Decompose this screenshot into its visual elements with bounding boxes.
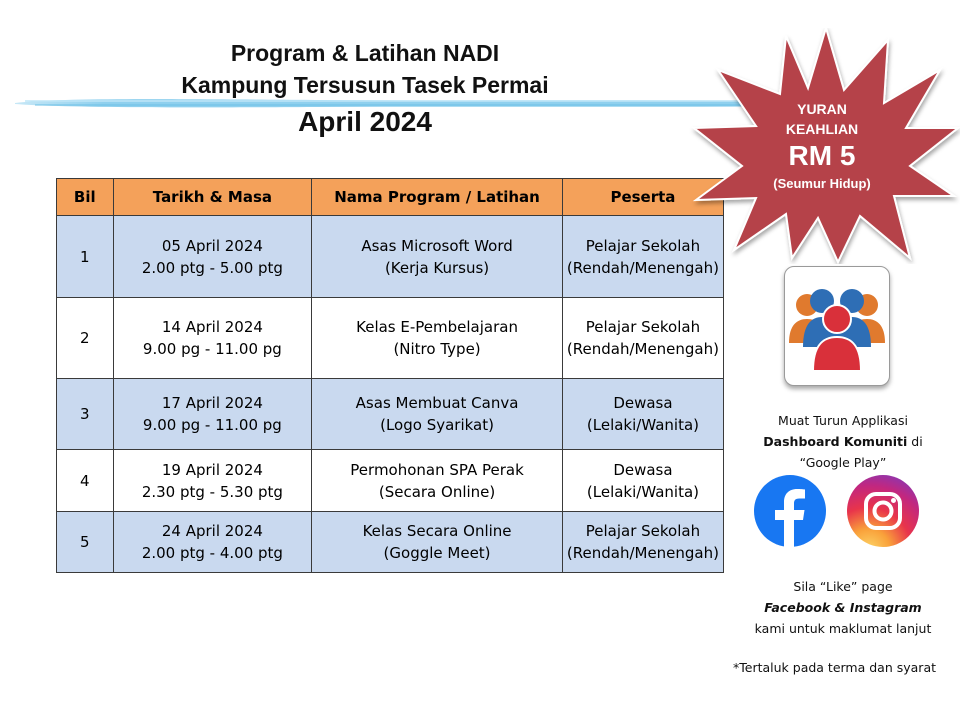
terms-note: *Tertaluk pada terma dan syarat [733,660,937,675]
table-row [57,512,724,573]
header-program: Nama Program / Latihan [312,179,563,216]
cell-bil: 3 [57,379,114,450]
table-row [57,298,724,379]
cell-date [113,298,312,379]
cell-program [312,298,563,379]
peserta-sub-text: (Rendah/Menengah) [566,258,719,277]
cell-peserta [562,512,723,573]
app-download-line-1: Muat Turun Applikasi [778,413,908,428]
peserta-sub-text: (Rendah/Menengah) [566,544,719,562]
program-sub-text: (Kerja Kursus) [384,258,490,277]
cell-date [113,216,312,298]
badge-line-2: KEAHLIAN [785,121,859,137]
cell-program [312,379,563,450]
time-text: 2.30 ptg - 5.30 ptg [141,482,283,501]
cell-program [312,216,563,298]
cell-bil: 5 [57,512,114,573]
cell-date [113,450,312,512]
like-line-2 [730,597,956,618]
app-download-line-2 [730,431,956,452]
dashboard-komuniti-app-icon[interactable] [784,266,890,386]
facebook-icon[interactable] [753,474,827,548]
time-text: 2.00 ptg - 5.00 ptg [141,258,283,277]
community-people-icon [787,277,887,373]
program-text: Asas Membuat Canva [355,394,519,412]
cell-program [312,512,563,573]
date-text: 05 April 2024 [161,236,263,255]
cell-bil: 4 [57,450,114,512]
social-platforms-text: Facebook & Instagram [764,600,922,615]
table-row [57,379,724,450]
instagram-icon[interactable] [846,474,920,548]
like-line-3: kami untuk maklumat lanjut [754,621,932,636]
cell-peserta [562,379,723,450]
program-text: Kelas Secara Online [362,522,512,540]
program-text: Permohonan SPA Perak [350,460,524,479]
cell-date [113,512,312,573]
badge-note: (Seumur Hidup) [773,176,871,191]
app-name: Dashboard Komuniti [763,434,908,449]
program-sub-text: (Logo Syarikat) [380,416,494,434]
table-row [57,216,724,298]
app-download-line-3: “Google Play” [799,455,887,470]
title-month: April 2024 [298,106,432,137]
table-row [57,450,724,512]
cell-program [312,450,563,512]
program-text: Kelas E-Pembelajaran [356,318,518,336]
table-header-row [57,179,724,216]
date-text: 17 April 2024 [161,394,263,412]
title-line-1: Program & Latihan NADI [230,40,500,66]
app-download-text [730,410,956,473]
peserta-text: Pelajar Sekolah [585,236,701,255]
peserta-sub-text: (Lelaki/Wanita) [586,482,699,501]
badge-price: RM 5 [788,140,856,171]
app-download-suffix: di [907,434,923,449]
like-page-text [730,576,956,639]
badge-line-1: YURAN [797,101,847,117]
cell-date [113,379,312,450]
title-line-2: Kampung Tersusun Tasek Permai [181,72,549,98]
cell-bil: 1 [57,216,114,298]
like-line-1: Sila “Like” page [793,579,893,594]
header-date: Tarikh & Masa [113,179,312,216]
date-text: 19 April 2024 [161,460,263,479]
peserta-text: Pelajar Sekolah [585,318,701,336]
program-sub-text: (Goggle Meet) [383,544,491,562]
cell-peserta [562,450,723,512]
time-text: 9.00 pg - 11.00 pg [142,416,282,434]
time-text: 2.00 ptg - 4.00 ptg [141,544,283,562]
peserta-text: Dewasa [613,460,673,479]
date-text: 24 April 2024 [161,522,263,540]
program-text: Asas Microsoft Word [361,236,513,255]
header-bil: Bil [57,179,114,216]
peserta-sub-text: (Lelaki/Wanita) [586,416,699,434]
cell-peserta [562,298,723,379]
cell-bil: 2 [57,298,114,379]
program-sub-text: (Secara Online) [378,482,496,501]
peserta-text: Pelajar Sekolah [585,522,701,540]
program-sub-text: (Nitro Type) [393,340,481,358]
peserta-sub-text: (Rendah/Menengah) [566,340,719,358]
peserta-text: Dewasa [613,394,673,412]
time-text: 9.00 pg - 11.00 pg [142,340,282,358]
date-text: 14 April 2024 [161,318,263,336]
schedule-table [56,178,724,573]
header-peserta: Peserta [562,179,723,216]
